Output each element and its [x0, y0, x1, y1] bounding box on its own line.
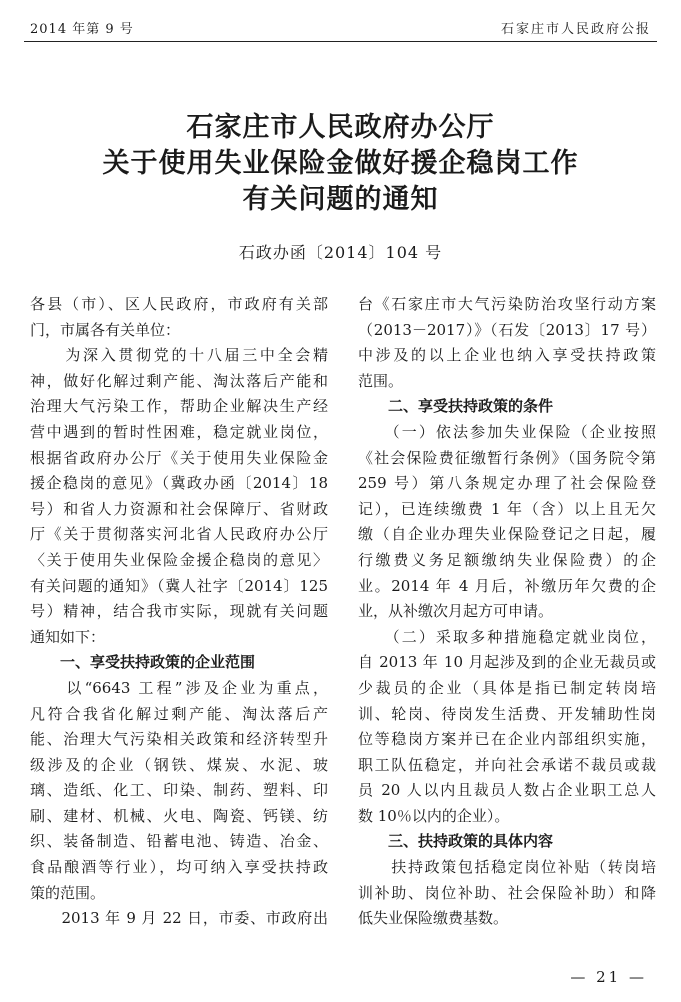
- text-line: 范围。: [358, 371, 404, 390]
- text-line: 〈关于使用失业保险金援企稳岗的意见〉: [30, 550, 328, 569]
- document-number: 石政办函〔2014〕104 号: [238, 243, 443, 262]
- text-line: （二）采取多种措施稳定就业岗位，: [358, 627, 656, 646]
- text-line: 治理大气污染工作，帮助企业解决生产经: [30, 397, 328, 416]
- text-line: 台《石家庄市大气污染防治攻坚行动方案: [358, 295, 656, 313]
- text-line: （一）依法参加失业保险（企业按照: [358, 422, 656, 441]
- text-line: 数 10％以内的企业）。: [358, 806, 510, 825]
- text-line: 能、治理大气污染相关政策和经济转型升: [30, 730, 328, 749]
- text-line: 记），已连续缴费 1 年（含）以上且无欠: [358, 499, 656, 518]
- text-line: 有关问题的通知》（冀人社字〔2014〕125: [30, 576, 328, 595]
- text-line: 凡符合我省化解过剩产能、淘汰落后产: [30, 704, 328, 723]
- text-line: 行缴费义务足额缴纳失业保险费）的企: [358, 550, 656, 569]
- text-line: （2013－2017）》（石发〔2013〕17 号）: [358, 320, 656, 339]
- document-title-line-2: 关于使用失业保险金做好援企稳岗工作: [102, 148, 579, 179]
- text-line: 营中遇到的暂时性困难，稳定就业岗位，: [30, 422, 328, 441]
- text-line: 织、装备制造、铅蓄电池、铸造、冶金、: [30, 832, 328, 851]
- text-line: 根据省政府办公厅《关于使用失业保险金: [30, 448, 328, 467]
- text-line: 位等稳岗方案并已在企业内部组织实施，: [358, 730, 656, 749]
- issue-label: 2014 年第 9 号: [30, 22, 134, 37]
- text-line: 刷、建材、机械、火电、陶瓷、钙镁、纺: [30, 806, 328, 825]
- document-title-line-1: 石家庄市人民政府办公厅: [186, 112, 495, 143]
- text-line: 业，从补缴次月起方可申请。: [358, 602, 554, 621]
- text-line: 259 号）第八条规定办理了社会保险登: [358, 474, 656, 493]
- text-line: 员 20 人以内且裁员人数占企业职工总人: [358, 781, 656, 800]
- text-line: 通知如下：: [30, 627, 106, 646]
- text-line: 食品酿酒等行业），均可纳入享受扶持政: [30, 858, 328, 877]
- text-line: 低失业保险缴费基数。: [358, 909, 509, 928]
- text-line: 策的范围。: [30, 883, 106, 902]
- text-line: 职工队伍稳定，并向社会承诺不裁员或裁: [358, 755, 656, 774]
- text-line: 璃、造纸、化工、印染、制药、塑料、印: [30, 781, 328, 800]
- text-line: 缴（自企业办理失业保险登记之日起，履: [358, 525, 656, 544]
- text-line: 《社会保险费征缴暂行条例》（国务院令第: [358, 448, 656, 467]
- section-heading-1: 一、享受扶持政策的企业范围: [60, 653, 256, 672]
- text-line: 扶持政策包括稳定岗位补贴（转岗培: [358, 858, 656, 877]
- text-line: 号）精神，结合我市实际，现就有关问题: [30, 602, 328, 621]
- text-line: 自 2013 年 10 月起涉及到的企业无裁员或: [358, 653, 656, 672]
- text-line: 训、轮岗、待岗发生活费、开发辅助性岗: [358, 704, 656, 723]
- text-line: 训补助、岗位补助、社会保险补助）和降: [358, 883, 656, 902]
- text-line: 少裁员的企业（具体是指已制定转岗培: [358, 678, 656, 697]
- right-text-column: [358, 292, 656, 932]
- text-line: 为深入贯彻党的十八届三中全会精: [30, 346, 328, 365]
- page-number: — 21 —: [570, 968, 647, 986]
- document-title-line-3: 有关问题的通知: [242, 184, 439, 215]
- header-rule: [24, 41, 657, 42]
- text-line: 厅《关于贯彻落实河北省人民政府办公厅: [30, 525, 328, 544]
- text-line: 门，市属各有关单位：: [30, 320, 181, 339]
- text-line: 级涉及的企业（钢铁、煤炭、水泥、玻: [30, 755, 328, 774]
- section-heading-3: 三、扶持政策的具体内容: [388, 832, 554, 851]
- text-line: 各县（市）、区人民政府，市政府有关部: [30, 295, 328, 313]
- text-line: 中涉及的以上企业也纳入享受扶持政策: [358, 346, 656, 365]
- text-line: 号）和省人力资源和社会保障厅、省财政: [30, 499, 328, 518]
- publication-name: 石家庄市人民政府公报: [500, 22, 651, 37]
- text-line: 2013 年 9 月 22 日，市委、市政府出: [30, 909, 328, 928]
- text-line: 援企稳岗的意见》（冀政办函〔2014〕18: [30, 474, 328, 493]
- text-line: 以“6643 工程”涉及企业为重点，: [30, 678, 328, 697]
- text-line: 神，做好化解过剩产能、淘汰落后产能和: [30, 371, 328, 390]
- left-text-column: [30, 292, 328, 932]
- section-heading-2: 二、享受扶持政策的条件: [388, 397, 554, 416]
- text-line: 业。2014 年 4 月后，补缴历年欠费的企: [358, 576, 656, 595]
